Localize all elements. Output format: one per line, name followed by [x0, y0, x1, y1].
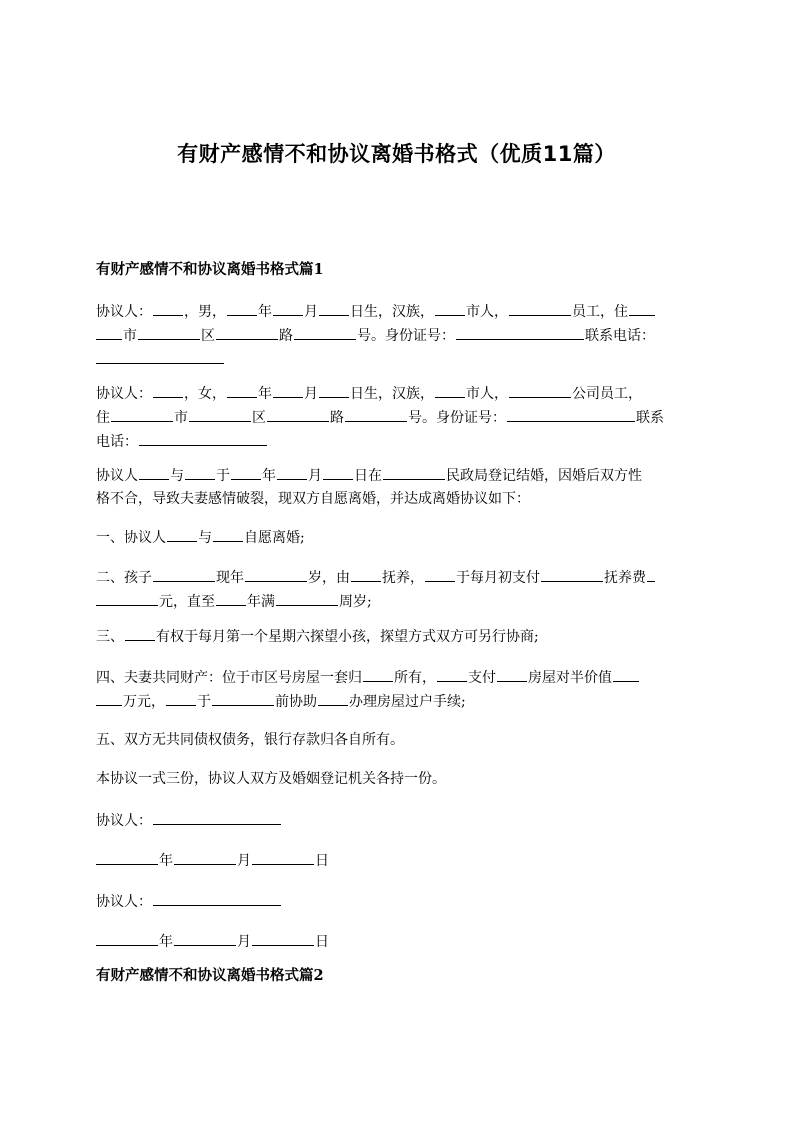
- text: ，男，: [184, 304, 226, 320]
- blank-line: [629, 299, 655, 316]
- text: 自愿离婚;: [244, 530, 305, 546]
- blank-line: [383, 463, 445, 480]
- text: ，女，: [184, 386, 226, 402]
- text: 于每月初支付: [456, 570, 540, 586]
- text: 协议人：: [96, 813, 152, 829]
- blank-line: [167, 525, 197, 542]
- blank-line: [435, 381, 465, 398]
- text: 抚养，: [382, 570, 424, 586]
- blank-line: [273, 299, 303, 316]
- text: 联系: [636, 410, 664, 426]
- blank-line: [212, 689, 274, 706]
- blank-line: [509, 381, 571, 398]
- blank-line: [153, 299, 183, 316]
- blank-line: [613, 665, 639, 682]
- blank-line: [96, 848, 158, 865]
- date-line-1: [96, 848, 700, 872]
- blank-line: [231, 463, 261, 480]
- blank-line: [138, 323, 200, 340]
- blank-line: [139, 463, 169, 480]
- text: 月: [304, 386, 318, 402]
- text: 员工，住: [572, 304, 628, 320]
- blank-line: [96, 347, 224, 364]
- text: 年: [159, 853, 173, 869]
- blank-line: [273, 381, 303, 398]
- text: 市: [123, 328, 137, 344]
- blank-line: [267, 405, 329, 422]
- blank-line: [174, 929, 236, 946]
- text: 日: [315, 934, 329, 950]
- blank-line: [174, 848, 236, 865]
- text: 月: [304, 304, 318, 320]
- text: 元，直至: [159, 594, 215, 610]
- text: 于: [197, 694, 211, 710]
- text: 月: [237, 934, 251, 950]
- blank-line: [153, 565, 215, 582]
- text: 日生，汉族，: [350, 304, 434, 320]
- text: 四、夫妻共同财产：位于市区号房屋一套归: [96, 670, 362, 686]
- blank-line: [96, 689, 122, 706]
- clause-4: [96, 665, 700, 713]
- blank-line: [252, 929, 314, 946]
- section-heading-2: 有财产感情不和协议离婚书格式篇2: [96, 967, 324, 984]
- text: 格不合，导致夫妻感情破裂，现双方自愿离婚，并达成离婚协议如下：: [96, 491, 530, 507]
- blank-line: [319, 381, 349, 398]
- blank-line: [96, 323, 122, 340]
- text: 路: [330, 410, 344, 426]
- blank-line: [276, 589, 338, 606]
- blank-line: [497, 665, 527, 682]
- text: 有权于每月第一个星期六探望小孩，探望方式双方可另行协商;: [156, 629, 539, 645]
- text: 公司员工，: [572, 386, 642, 402]
- text: 日在: [354, 468, 382, 484]
- blank-line: [541, 565, 603, 582]
- text: 协议人：: [96, 304, 152, 320]
- text: 现年: [216, 570, 244, 586]
- blank-line: [153, 808, 281, 825]
- blank-line: [363, 665, 393, 682]
- text: 电话：: [96, 434, 138, 450]
- blank-line: [185, 463, 215, 480]
- text: 前协助: [275, 694, 317, 710]
- blank-line: [139, 429, 267, 446]
- blank-line: [153, 381, 183, 398]
- signature-party-2: [96, 889, 700, 913]
- blank-line: [319, 299, 349, 316]
- text: 于: [216, 468, 230, 484]
- text: 市: [174, 410, 188, 426]
- blank-line: [216, 323, 278, 340]
- clause-3: [96, 624, 700, 648]
- text: 办理房屋过户手续;: [349, 694, 466, 710]
- blank-line: [435, 299, 465, 316]
- blank-line: [277, 463, 307, 480]
- text: 年: [159, 934, 173, 950]
- blank-line: [189, 405, 251, 422]
- text: 三、: [96, 629, 124, 645]
- text: 协议人：: [96, 894, 152, 910]
- text: 房屋对半价值: [528, 670, 612, 686]
- text: 抚养费: [604, 570, 646, 586]
- blank-line: [509, 299, 571, 316]
- text: 二、孩子: [96, 570, 152, 586]
- blank-line: [456, 323, 584, 340]
- blank-line: [245, 565, 307, 582]
- text: 日: [315, 853, 329, 869]
- date-line-2: [96, 929, 700, 953]
- clause-2: [96, 565, 700, 613]
- text: 号。身份证号：: [408, 410, 506, 426]
- text: 年: [262, 468, 276, 484]
- blank-line: [227, 381, 257, 398]
- signature-party-1: [96, 808, 700, 832]
- text: 联系电话：: [585, 328, 655, 344]
- text: 年: [258, 304, 272, 320]
- text: 日生，汉族，: [350, 386, 434, 402]
- text: 支付: [468, 670, 496, 686]
- text: 万元，: [123, 694, 165, 710]
- text: 所有，: [394, 670, 436, 686]
- text: 年: [258, 386, 272, 402]
- clause-5: 五、双方无共同债权债务，银行存款归各自所有。: [96, 732, 404, 748]
- blank-line: [96, 929, 158, 946]
- blank-line: [294, 323, 356, 340]
- text: 年满: [247, 594, 275, 610]
- blank-line: [345, 405, 407, 422]
- blank-line: [425, 565, 455, 582]
- text: 与: [198, 530, 212, 546]
- clause-1: [96, 525, 700, 549]
- blank-line: [351, 565, 381, 582]
- text: 协议人：: [96, 386, 152, 402]
- blank-line: [96, 589, 158, 606]
- blank-line: [166, 689, 196, 706]
- text: 协议人: [96, 468, 138, 484]
- blank-line: [216, 589, 246, 606]
- section-heading-1: 有财产感情不和协议离婚书格式篇1: [96, 261, 324, 278]
- text: 一、协议人: [96, 530, 166, 546]
- text: 月: [308, 468, 322, 484]
- blank-line: [437, 665, 467, 682]
- blank-line: [227, 299, 257, 316]
- document-title: 有财产感情不和协议离婚书格式（优质11篇）: [177, 142, 616, 166]
- text: 区: [201, 328, 215, 344]
- text: 市人，: [466, 386, 508, 402]
- text: 市人，: [466, 304, 508, 320]
- paragraph-party-female: [96, 381, 700, 453]
- text: 民政局登记结婚，因婚后双方性: [446, 468, 642, 484]
- text: 住: [96, 410, 110, 426]
- blank-line: [507, 405, 635, 422]
- blank-line: [153, 889, 281, 906]
- text: 区: [252, 410, 266, 426]
- copies-statement: 本协议一式三份，协议人双方及婚姻登记机关各持一份。: [96, 771, 446, 787]
- text: 与: [170, 468, 184, 484]
- blank-line: [213, 525, 243, 542]
- paragraph-marriage-info: [96, 463, 700, 511]
- blank-line: [111, 405, 173, 422]
- blank-line: [647, 565, 655, 582]
- text: 周岁;: [339, 594, 372, 610]
- blank-line: [125, 624, 155, 641]
- paragraph-party-male: [96, 299, 700, 371]
- blank-line: [323, 463, 353, 480]
- text: 月: [237, 853, 251, 869]
- blank-line: [252, 848, 314, 865]
- text: 路: [279, 328, 293, 344]
- text: 岁，由: [308, 570, 350, 586]
- text: 号。身份证号：: [357, 328, 455, 344]
- blank-line: [318, 689, 348, 706]
